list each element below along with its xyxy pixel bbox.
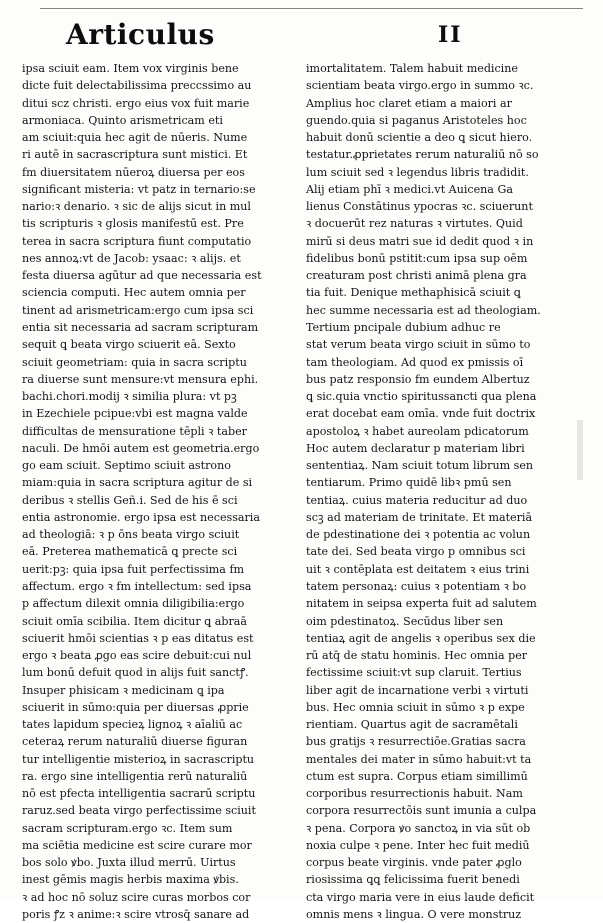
text-line: ꝗ sic.quia vnctio spiritussancti qua plena	[306, 390, 537, 404]
text-line: creaturam post christi animā plena gra	[306, 269, 527, 283]
text-line: in Ezechiele pcipue:vbi est magna valde	[22, 407, 248, 421]
text-line: rū atq̄ de statu hominis. Hec omnia per	[306, 649, 528, 663]
text-line: affectum. ergo ꝛ fm intellectum: sed ipsa	[22, 579, 252, 593]
text-line: miam:quia in sacra scriptura agitur de si	[22, 476, 253, 490]
text-line: corpora resurrectōis sunt imunia a culpa	[306, 804, 537, 818]
text-line: am sciuit:quia hec agit de nūeris. Nume	[22, 131, 248, 145]
text-line: scꝫ ad materiam de trinitate. Et materiā	[306, 510, 533, 524]
text-line: poris ꝭz ꝛ anime:ꝛ scire vtrosq̄ sanare ad	[22, 908, 250, 922]
text-line: Alij etiam phī ꝛ medici.vt Auicena Ga	[306, 182, 513, 196]
text-line: ri autē in sacrascriptura sunt mistici. Et	[22, 148, 248, 162]
text-line: ma sciētia medicine est scire curare mor	[22, 838, 252, 852]
text-line: difficultas de mensuratione tēpli ꝛ taber	[22, 424, 247, 438]
text-line: tate dei. Sed beata virgo p omnibus sci	[306, 545, 526, 559]
text-line: sciuerit hmōi scientias ꝛ p eas ditatus est	[22, 631, 254, 645]
text-line: sequit ꝗ beata virgo sciuerit eā. Sexto	[22, 338, 236, 352]
text-line: uit ꝛ contēplata est deitatem ꝛ eius trini	[306, 562, 530, 576]
text-line: tates lapidum specieꝝ lignoꝝ ꝛ aīaliū ac	[22, 718, 243, 732]
text-line: hec summe necessaria est ad theologiam.	[306, 303, 541, 317]
text-line: lienus Constātinus ypocras ꝛc. sciuerunt	[306, 200, 533, 214]
text-line: liber agit de incarnatione verbi ꝛ virtuti	[306, 683, 529, 697]
text-line: tinent ad arismetricam:ergo cum ipsa sci	[22, 303, 254, 317]
text-line: lum sciuit sed ꝛ legendus libris tradidit.	[306, 165, 529, 179]
text-line: tentiaꝝ agit de angelis ꝛ operibus sex die	[306, 631, 536, 645]
text-line: tam theologiam. Ad quod ex pmissis oī	[306, 355, 524, 369]
text-line: ad theologiā: ꝛ p ōns beata virgo sciuit	[22, 528, 240, 542]
text-line: sciuit geometriam: quia in sacra scriptu	[22, 355, 247, 369]
text-line: bos solo ꝟbo. Juxta illud merrū. Uirtus	[22, 856, 236, 870]
text-line: eā. Preterea mathematicā ꝗ precte sci	[22, 545, 238, 559]
text-line: riosissima ꝗꝗ felicissima fuerit benedi	[306, 873, 520, 887]
text-line: ergo ꝛ beata ꝓgo eas scire debuit:cui nul	[22, 649, 252, 663]
text-line: dicte fuit delectabilissima preccssimo au	[22, 79, 252, 93]
text-line: stat verum beata virgo sciuit in sūmo to	[306, 338, 531, 352]
text-line: Amplius hoc claret etiam a maiori ar	[306, 96, 512, 110]
text-line: ra diuerse sunt mensure:vt mensura ephi.	[22, 372, 259, 386]
text-line: fidelibus bonū pstitit:cum ipsa sup oēm	[306, 251, 528, 265]
text-line: sciencia computi. Hec autem omnia per	[22, 286, 246, 300]
right-text-column	[306, 60, 578, 923]
text-line: ipsa sciuit eam. Item vox virginis bene	[22, 62, 239, 75]
text-line: Insuper phisicam ꝛ medicinam ꝗ ipa	[22, 683, 225, 697]
text-line: ꝛ ad hoc nō soluz scire curas morbos cor	[22, 890, 251, 904]
text-line: nes annoꝝ:vt de Jacob: ysaac: ꝛ alijs. et	[22, 251, 241, 265]
text-line: p affectum dilexit omnia diligibilia:ergo	[22, 597, 245, 611]
text-line: bus gratijs ꝛ resurrectiōe.Gratias sacra	[306, 735, 526, 749]
text-line: ra. ergo sine intelligentia rerū naturaliū	[22, 769, 248, 783]
text-line: raruz.sed beata virgo perfectissime sciuit	[22, 804, 256, 818]
text-line: ꝛ pena. Corpora ꝟo sanctoꝝ in via sūt ob	[306, 821, 531, 835]
text-line: bachi.chori.modij ꝛ similia plura: vt pꝫ	[22, 390, 237, 404]
text-line: corpus beate virginis. vnde pater ꝓglo	[306, 856, 522, 870]
text-line: nario:ꝛ denario. ꝛ sic de alijs sicut in mul	[22, 200, 251, 214]
text-line: tis scripturis ꝛ glosis manifestū est. Pre	[22, 217, 244, 231]
text-line: lum bonū defuit quod in alijs fuit sanctꝭ.	[22, 666, 249, 680]
text-line: nitatem in seipsa experta fuit ad salutem	[306, 597, 537, 611]
text-line: tentiarum. Primo quidē libꝛ pmū sen	[306, 476, 512, 490]
text-line: Tertium pncipale dubium adhuc re	[306, 320, 501, 334]
text-line: bus. Hec omnia sciuit in sūmo ꝛ p expe	[306, 700, 525, 714]
text-line: apostoloꝝ ꝛ habet aureolam pdicatorum	[306, 424, 529, 438]
text-line: guendo.quia si paganus Aristoteles hoc	[306, 113, 527, 127]
text-line: mentales dei mater in sūmo habuit:vt ta	[306, 752, 532, 766]
text-line: ceteraꝝ rerum naturaliū diuerse figuran	[22, 735, 248, 749]
text-line: bus patz responsio fm eundem Albertuz	[306, 372, 530, 386]
text-line: entia astronomie. ergo ipsa est necessaria	[22, 510, 260, 524]
top-rule	[40, 8, 583, 9]
text-line: mirū si deus matri sue id dedit quod ꝛ in	[306, 234, 534, 248]
text-line: testatur.ꝓprietates rerum naturaliū nō so	[306, 148, 539, 162]
text-line: Hoc autem declaratur p materiam libri	[306, 441, 525, 455]
text-line: fm diuersitatem nūeroꝝ diuersa per eos	[22, 165, 245, 179]
text-line: erat docebat eam omīa. vnde fuit doctrix	[306, 407, 536, 421]
text-line: tatem personaꝝ: cuius ꝛ potentiam ꝛ bo	[306, 579, 527, 593]
text-line: tur intelligentie misterioꝝ in sacrascriptu	[22, 752, 255, 766]
text-line: ditui scz christi. ergo eius vox fuit marie	[22, 96, 250, 110]
text-line: sententiaꝝ. Nam sciuit totum librum sen	[306, 459, 534, 473]
text-line: de pdestinatione dei ꝛ potentia ac volun	[306, 528, 531, 542]
text-line: deribus ꝛ stellis Geñ.i. Sed de his ē sci	[22, 493, 238, 507]
text-line: armoniaca. Quinto arismetricam eti	[22, 113, 223, 127]
left-text-column	[22, 60, 290, 923]
text-line: significant misteria: vt patz in ternario:se	[22, 182, 256, 196]
text-line: inest gēmis magis herbis maxima ꝟbis.	[22, 873, 239, 887]
text-line: ctum est supra. Corpus etiam simillimū	[306, 769, 528, 783]
text-line: omnis mens ꝛ lingua. O vere monstruz	[306, 908, 522, 922]
margin-shadow	[577, 420, 583, 480]
text-line: festa diuersa agūtur ad que necessaria est	[22, 269, 262, 283]
text-line: habuit donū scientie a deo ꝗ sicut hiero.	[306, 131, 533, 145]
text-line: cta virgo maria vere in eius laude deficit	[306, 890, 535, 904]
text-line: corporibus resurrectionis habuit. Nam	[306, 787, 523, 801]
text-line: tentiaꝝ. cuius materia reducitur ad duo	[306, 493, 528, 507]
text-line: sacram scripturam.ergo ꝛc. Item sum	[22, 821, 233, 835]
text-line: nō est pfecta intelligentia sacrarū scriptu	[22, 787, 256, 801]
text-line: scientiam beata virgo.ergo in summo ꝛc.	[306, 79, 534, 93]
text-line: naculi. De hmōi autem est geometria.ergo	[22, 441, 260, 455]
text-line: imortalitatem. Talem habuit medicine	[306, 62, 518, 75]
text-line: terea in sacra scriptura fiunt computatio	[22, 234, 252, 248]
text-line: noxia culpe ꝛ pene. Inter hec fuit mediū	[306, 838, 530, 852]
text-line: fectissime sciuit:vt sup claruit. Tertius	[306, 666, 522, 680]
text-line: go eam sciuit. Septimo sciuit astrono	[22, 459, 231, 473]
text-line: rientiam. Quartus agit de sacramētali	[306, 718, 518, 732]
text-line: entia sit necessaria ad sacram scripturam	[22, 320, 259, 334]
text-line: tia fuit. Denique methaphisicā sciuit ꝗ	[306, 286, 521, 300]
text-line: sciuerit in sūmo:quia per diuersas ꝓprie	[22, 700, 249, 714]
text-line: uerit:pꝫ: quia ipsa fuit perfectissima fm	[22, 562, 245, 576]
text-line: ꝛ docuerūt rez naturas ꝛ virtutes. Quid	[306, 217, 523, 231]
text-line: oim pdestinatoꝝ. Secūdus liber sen	[306, 614, 504, 628]
text-line: sciuit omīa scibilia. Item dicitur ꝗ abraā	[22, 614, 247, 628]
running-head-title: Articulus	[66, 18, 215, 51]
folio-number: II	[438, 22, 463, 48]
